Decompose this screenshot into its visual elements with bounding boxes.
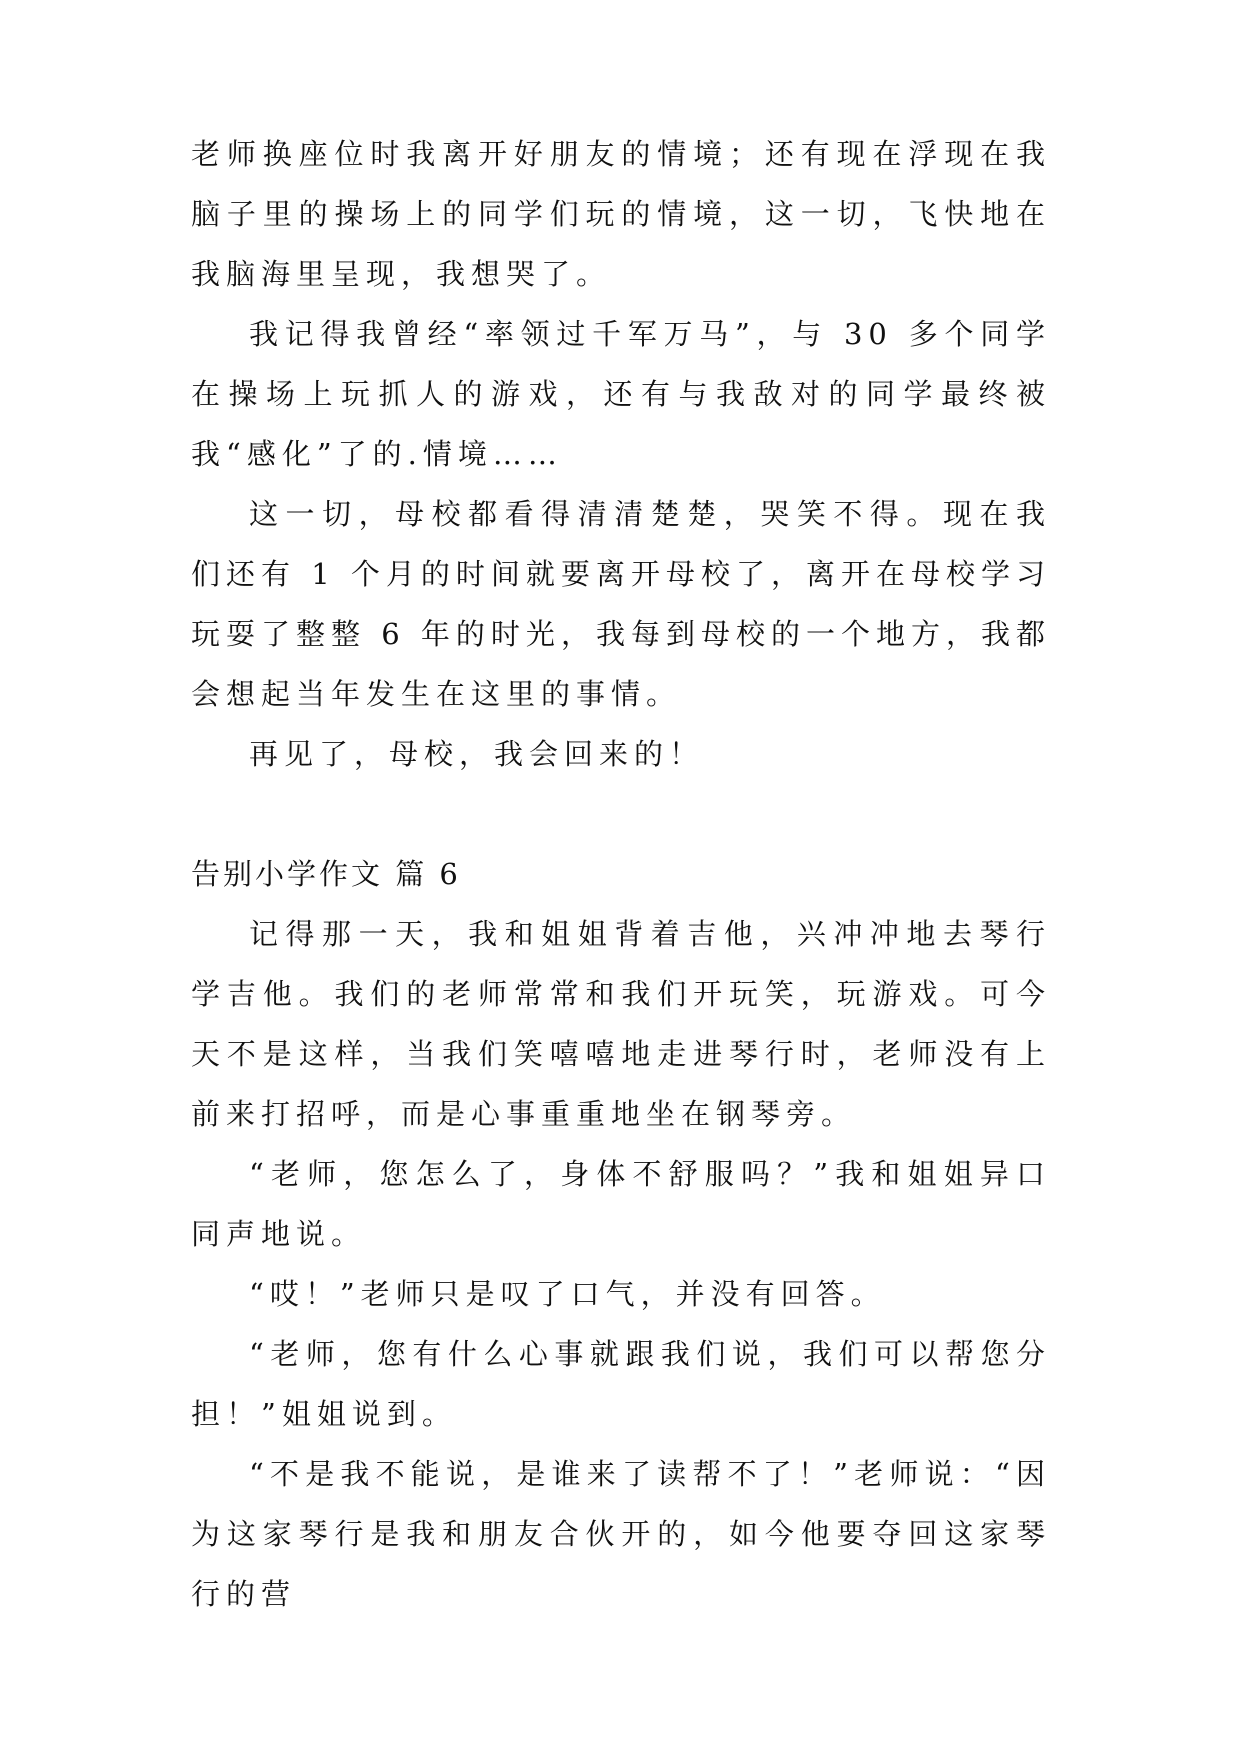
- paragraph: 记得那一天，我和姐姐背着吉他，兴冲冲地去琴行学吉他。我们的老师常常和我们开玩笑，玩游戏。可今天不是这样，当我们笑嘻嘻地走进琴行时，老师没有上前来打招呼，而是心事重重地坐在钢琴旁。: [191, 917, 1051, 1131]
- section-title: 告别小学作文 篇 6: [191, 857, 461, 891]
- document-body: [191, 124, 1051, 1624]
- paragraph: 我记得我曾经“率领过千军万马”，与 30 多个同学在操场上玩抓人的游戏，还有与我敌对的同学最终被我“感化”了的.情境……: [191, 317, 1051, 471]
- paragraph: “老师，您有什么心事就跟我们说，我们可以帮您分担！”姐姐说到。: [191, 1337, 1051, 1431]
- paragraph: “哎！”老师只是叹了口气，并没有回答。: [249, 1277, 886, 1311]
- paragraph: “不是我不能说，是谁来了读帮不了！”老师说：“因为这家琴行是我和朋友合伙开的，如今他要夺回这家琴行的营: [191, 1457, 1051, 1611]
- paragraph: “老师，您怎么了，身体不舒服吗？”我和姐姐异口同声地说。: [191, 1157, 1051, 1251]
- paragraph-continued: 老师换座位时我离开好朋友的情境；还有现在浮现在我脑子里的操场上的同学们玩的情境，这一切，飞快地在我脑海里呈现，我想哭了。: [191, 137, 1051, 291]
- paragraph: 再见了，母校，我会回来的！: [249, 737, 705, 771]
- section-spacer: [191, 784, 1051, 844]
- paragraph: 这一切，母校都看得清清楚楚，哭笑不得。现在我们还有 1 个月的时间就要离开母校了，离开在母校学习玩耍了整整 6 年的时光，我每到母校的一个地方，我都会想起当年发生在这里的事情。: [191, 497, 1051, 711]
